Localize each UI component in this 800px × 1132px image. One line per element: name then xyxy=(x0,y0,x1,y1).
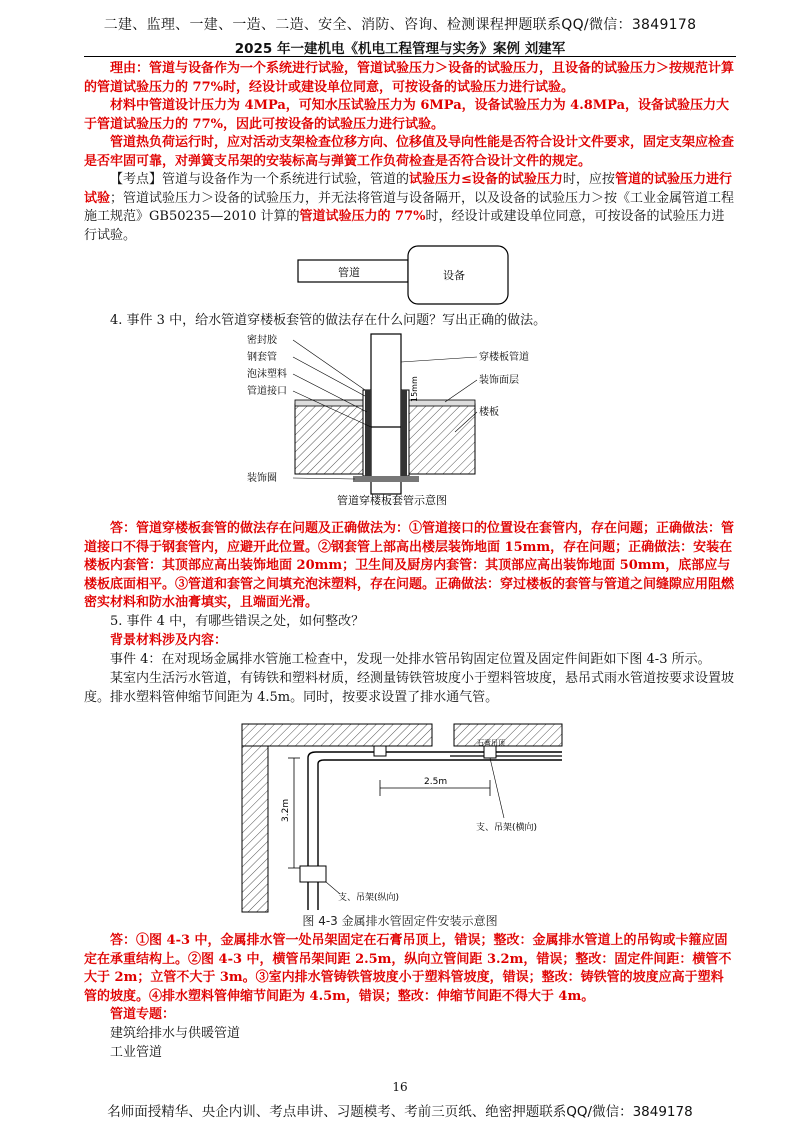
pipe-label: 管道 xyxy=(338,266,360,279)
label-2-5m: 2.5m xyxy=(424,777,448,787)
label-steel-sleeve: 钢套管 xyxy=(247,352,277,363)
header-rule xyxy=(84,56,736,57)
wall xyxy=(242,746,268,912)
label-sealant: 密封胶 xyxy=(247,335,277,346)
drain-support-diagram xyxy=(238,718,568,914)
label-pipe-joint: 管道接口 xyxy=(247,386,287,397)
background-title: 背景材料涉及内容： xyxy=(110,633,228,648)
foam-fill-right xyxy=(401,390,407,476)
label-slab: 楼板 xyxy=(479,407,499,418)
drain-fig-caption: 图 4-3 金属排水管固定件安装示意图 xyxy=(302,914,498,928)
question-4: 4. 事件 3 中，给水管道穿楼板套管的做法存在什么问题？写出正确的做法。 xyxy=(110,313,547,328)
label-finish-layer: 装饰面层 xyxy=(479,375,519,386)
sleeve-diagram xyxy=(245,332,565,512)
reason-paragraph-3: 管道热负荷运行时，应对活动支架检查位移方向、位移值及导向性能是否符合设计文件要求，固定支架应检查是否牢固可靠，对弹簧支吊架的安装标高与弹簧工作负荷检查是否符合设计文件的规定。 xyxy=(84,135,735,169)
foam-fill-left xyxy=(365,390,371,476)
hanger-1 xyxy=(374,746,386,756)
decorative-ring xyxy=(353,476,419,482)
horizontal-pipe-bottom xyxy=(318,760,562,764)
topic-item-2: 工业管道 xyxy=(110,1045,163,1060)
kaodian-red-1: 试验压力≤设备的试验压力 xyxy=(409,172,563,187)
label-3-2m: 3.2m xyxy=(281,798,291,822)
hanger-2-on-gypsum xyxy=(484,746,496,758)
background-event-4: 事件 4：在对现场金属排水管施工检查中，发现一处排水管吊钩固定位置及固定件间距如下图 4-3 所示。 xyxy=(110,652,711,667)
label-15mm: 15mm xyxy=(410,376,419,402)
header-line-1: 二建、监理、一建、一造、二造、安全、消防、咨询、检测课程押题联系QQ/微信：3849178 xyxy=(103,17,697,33)
label-foam: 泡沫塑料 xyxy=(247,369,287,380)
through-pipe xyxy=(371,334,401,494)
kaodian-text-4: 时，经设计或建设单位同意，可按设备的试验压力进行试验。 xyxy=(84,209,725,243)
kaodian-red-2: 管道的试验压力进行试验 xyxy=(84,172,732,206)
reason-paragraph-1: 理由：管道与设备作为一个系统进行试验，管道试验压力＞设备的试验压力，且设备的试验压力＞按规范计算的管道试验压力的 77%时，经设计或建设单位同意，可按设备的试验压力进行试验。 xyxy=(84,61,735,95)
answer-5: 答：①图 4-3 中，金属排水管一处吊架固定在石膏吊顶上，错误；整改：金属排水管道上的吊钩或卡箍应固定在承重结构上。②图 4-3 中，横管吊架间距 2.5m，纵向立管间距 3.2m，错误；整改：固定件间距：横管不大于 2m；立管不大于 3m。③室内排水管铸铁管坡度小于塑料管坡度，错误；整改：铸铁管的坡度应高于塑料管的坡度。④排水塑料管伸缩节间距为 4.5m，错误；整改：伸缩节间距不得大于 4m。 xyxy=(84,933,732,1004)
kaodian-text-2: 时，应按 xyxy=(562,172,615,187)
question-5: 5. 事件 4 中，有哪些错误之处，如何整改？ xyxy=(110,614,365,629)
ceiling-slab-right xyxy=(454,724,562,746)
reason-paragraph-2: 材料中管道设计压力为 4MPa，可知水压试验压力为 6MPa，设备试验压力为 4.8MPa，设备试验压力大于管道试验压力的 77%，因此可按设备的试验压力进行试验。 xyxy=(84,98,730,132)
label-horizontal-support: 支、吊架(横向) xyxy=(476,823,538,833)
background-detail: 某室内生活污水管道，有铸铁和塑料材质，经测量铸铁管坡度小于塑料管坡度，悬吊式雨水管道按要求设置坡度。排水塑料管伸缩节间距为 4.5m。同时，按要求设置了排水通气管。 xyxy=(84,671,735,705)
sleeve-fig-caption: 管道穿楼板套管示意图 xyxy=(337,494,447,507)
vertical-support xyxy=(300,866,326,882)
kaodian-text-3: ；管道试验压力＞设备的试验压力，并无法将管道与设备隔开，以及设备的试验压力＞按《工业金属管道工程施工规范》GB50235—2010 计算的 xyxy=(84,190,735,224)
kaodian-text-1: 【考点】管道与设备作为一个系统进行试验，管道的 xyxy=(110,172,410,187)
page-number: 16 xyxy=(392,1080,408,1094)
header-line-2: 2025 年一建机电《机电工程管理与实务》案例 刘建军 xyxy=(234,41,566,57)
footer: 名师面授精华、央企内训、考点串讲、习题模考、考前三页纸、绝密押题联系QQ/微信：3849178 xyxy=(107,1104,693,1120)
answer-4: 答：管道穿楼板套管的做法存在问题及正确做法为：①管道接口的位置设在套管内，存在问题；正确做法：管道接口不得于钢套管内，应避开此位置。②钢套管上部高出楼层装饰地面 15mm，存在问题；正确做法：安装在楼板内套管：其顶部应高出装饰地面 20mm；卫生间及厨房内套管：其顶部应高出装饰地面 50mm，底部应与楼板底面相平。③管道和套管之间填充泡沫塑料，存在问题。正确做法：穿过楼板的套管与管道之间缝隙应用阻燃密实材料和防水油膏填实，且端面光滑。 xyxy=(84,521,735,610)
pipe-equipment-diagram xyxy=(290,242,520,310)
label-gypsum: 石膏吊顶 xyxy=(477,739,505,747)
kaodian-red-3: 管道试验压力的 77% xyxy=(299,209,426,224)
label-through-pipe: 穿楼板管道 xyxy=(479,352,529,363)
equipment-label: 设备 xyxy=(443,269,465,282)
kaodian-paragraph xyxy=(84,171,736,245)
ceiling-slab-left xyxy=(242,724,432,746)
horizontal-pipe-top xyxy=(308,752,562,758)
topic-title: 管道专题： xyxy=(110,1007,176,1022)
topic-item-1: 建筑给排水与供暖管道 xyxy=(110,1026,241,1041)
label-vertical-support: 支、吊架(纵向) xyxy=(338,893,400,903)
label-decor-ring: 装饰圈 xyxy=(247,473,277,484)
